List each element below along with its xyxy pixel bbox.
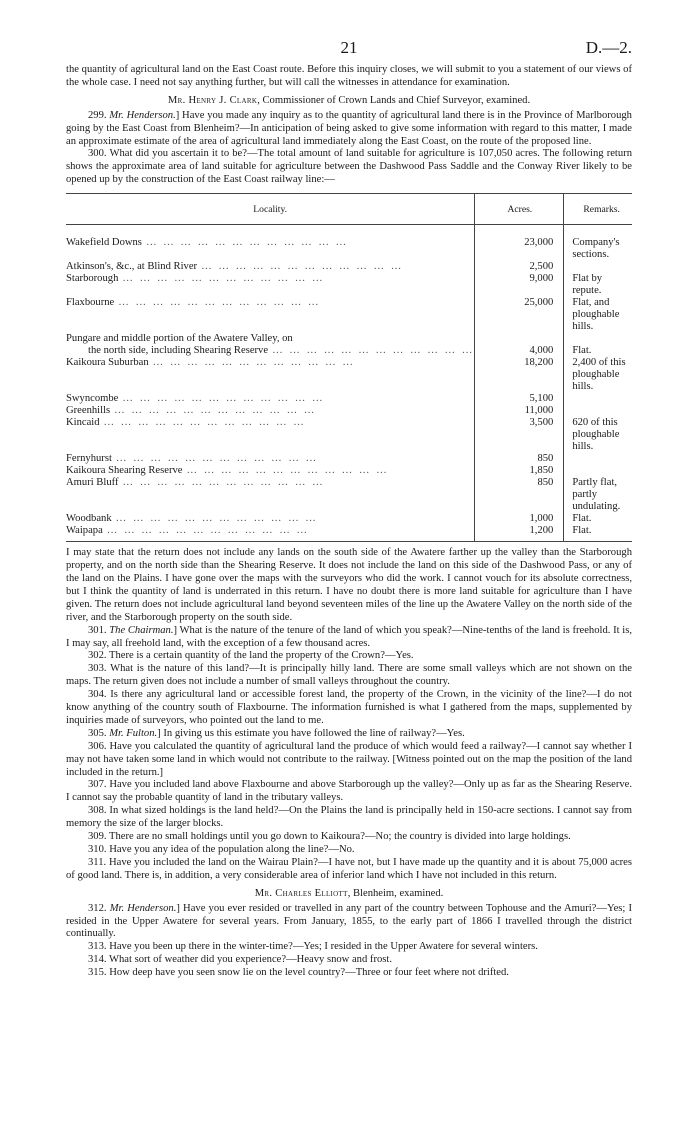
table-row: Atkinson's, &c., at Blind River … … … … … … … … … … … … 2,500 [66, 261, 632, 273]
table-row: Starborough … … … … … … … … … … … … 9,000 Flat by repute. [66, 273, 632, 297]
document-reference: D.—2. [585, 38, 632, 57]
after-table-paragraph: I may state that the return does not include any lands on the south side of the Awatere farther up the valley than the Starborough property, and on the north side than the Shearing Reserve. It does not include the land on this side of the Dashwood Pass, or any of the land on the Plains. I have gone over the maps with the surveyors who did the work. I cannot vouch for its absolute correctness, but I think the quantity of land is underrated in this return. I have no doubt there is more land suitable for agriculture than I have given. The return does not include agricultural land beyond seventeen miles of the line up the Awatere Valley on the north side of the river, and the Starborough property on the south side. [66, 547, 632, 623]
question-311: 311. Have you included the land on the Wairau Plain?—I have not, but I have made up the quantity and it is about 75,000 acres of good land. There is, in addition, a very considerable area of inferior land which I have not included in this return. [66, 856, 632, 881]
table-row: Kaikoura Shearing Reserve … … … … … … … … … … … … 1,850 [66, 465, 632, 477]
page-header [66, 38, 632, 64]
question-text: ] Have you made any inquiry as to the quantity of agricultural land there is in the Province of Marlborough going by the East Coast from Blenheim?—In anticipation of being asked to give some information with regard to this matter, I made an approximate estimate of the area of agricultural land immediately along the East Coast, on the route of the proposed line. [66, 109, 632, 147]
table-row: Greenhills … … … … … … … … … … … … 11,000 [66, 405, 632, 417]
question-305 [66, 728, 632, 741]
table-row: Amuri Bluff … … … … … … … … … … … … 850 Partly flat, partly undulating. [66, 477, 632, 513]
question-306: 306. Have you calculated the quantity of agricultural land the produce of which would feed a railway?—I cannot say whether I may not have taken some land in which would not contribute to the railway. [Witness pointed out on the map the position of the land included in the return.] [66, 740, 632, 778]
question-315: 315. How deep have you seen snow lie on the level country?—Three or four feet where not drifted. [88, 967, 509, 979]
column-header-remarks: Remarks. [564, 194, 632, 225]
question-text: ] Have you ever resided or travelled in any part of the country between Tophouse and the Amuri?—Yes; I resided in the Upper Awatere for several years. From January, 1855, to the early part of 1866 I travelled through the district continually. [66, 902, 632, 940]
question-309: 309. There are no small holdings until you go down to Kaikoura?—No; the country is divided into large holdings. [88, 831, 571, 843]
question-number: 299. [88, 109, 107, 121]
question-text: ] What is the nature of the tenure of the land of which you speak?—Nine-tenths of the land is freehold. It is, I may say, all freehold land, with the exception of a few thousand acres. [66, 624, 632, 649]
intro-paragraph: the quantity of agricultural land on the East Coast route. Before this inquiry closes, we will submit to you a statement of our views of the whole case. I need not say anything further, but will call the witnesses in attendance for examination. [66, 64, 632, 88]
speaker: Mr. Henderson. [109, 109, 176, 121]
page-number: 21 [340, 38, 358, 57]
table-row: Kaikoura Suburban … … … … … … … … … … … … 18,200 2,400 of this ploughable hills. [66, 357, 632, 393]
question-313: 313. Have you been up there in the winter-time?—Yes; I resided in the Upper Awatere for several winters. [88, 941, 538, 953]
question-304: 304. Is there any agricultural land or accessible forest land, the property of the Crown, in the vicinity of the line?—I do not know anything of the country south of Flaxbourne. The information furnished is what I gathered from the maps, supplemented by inquiries made of surveyors, who pointed out the land to me. [66, 689, 632, 726]
agricultural-land-return-table [66, 193, 632, 542]
question-301 [66, 625, 632, 651]
table-row: Swyncombe … … … … … … … … … … … … 5,100 [66, 393, 632, 405]
table-row: Kincaid … … … … … … … … … … … … 3,500 620 of this ploughable hills. [66, 417, 632, 453]
column-header-locality: Locality. [66, 194, 475, 225]
question-307: 307. Have you included land above Flaxbourne and above Starborough up the valley?—Only up as far as the Shearing Reserve. I cannot say the probable quantity of land in the tributary valleys. [66, 779, 632, 804]
speaker: The Chairman. [109, 624, 174, 636]
table-row: Wakefield Downs … … … … … … … … … … … … 23,000 Company's sections. [66, 237, 632, 261]
witness-name: Mr. Charles Elliott [254, 887, 348, 899]
speaker: Mr. Fulton. [109, 727, 158, 739]
witness-name: Mr. Henry J. Clark [167, 94, 258, 106]
question-314: 314. What sort of weather did you experience?—Heavy snow and frost. [88, 954, 392, 966]
witness-heading-clark [66, 95, 632, 108]
witness-heading-elliott [66, 888, 632, 901]
question-302: 302. There is a certain quantity of the land the property of the Crown?—Yes. [88, 650, 414, 662]
speaker: Mr. Henderson. [109, 902, 177, 914]
witness-description: , Blenheim, examined. [347, 887, 444, 899]
witness-description: , Commissioner of Crown Lands and Chief Surveyor, examined. [257, 94, 531, 106]
question-number: 301. [88, 624, 107, 636]
table-row: Waipapa … … … … … … … … … … … … 1,200 Flat. [66, 525, 632, 542]
question-310: 310. Have you any idea of the population along the line?—No. [88, 844, 355, 855]
question-300: 300. What did you ascertain it to be?—The total amount of land suitable for agriculture is 107,050 acres. The following return shows the approximate area of land suitable for agriculture between the Dashwood Pass Saddle and the Conway River likely to be opened up by the construction of the East Coast railway line:— [66, 148, 632, 186]
table-row: the north side, including Shearing Reserve … … … … … … … … … … … … 4,000 Flat. [66, 345, 632, 357]
column-header-acres: Acres. [475, 194, 564, 225]
table-row: Pungare and middle portion of the Awatere Valley, on [66, 333, 632, 345]
question-312 [66, 903, 632, 942]
table-row: Flaxbourne … … … … … … … … … … … … 25,000 Flat, and ploughable hills. [66, 297, 632, 333]
question-number: 312. [88, 902, 107, 914]
table-row: Woodbank … … … … … … … … … … … … 1,000 Flat. [66, 513, 632, 525]
question-number: 305. [88, 727, 107, 739]
question-303: 303. What is the nature of this land?—It is principally hilly land. There are some small valleys which are not shown on the maps. The return given does not include a number of small valleys throughout the country. [66, 663, 632, 688]
document-page [66, 38, 632, 980]
question-text: ] In giving us this estimate you have followed the line of railway?—Yes. [157, 727, 465, 739]
question-299 [66, 110, 632, 149]
table-row: Fernyhurst … … … … … … … … … … … … 850 [66, 453, 632, 465]
question-308: 308. In what sized holdings is the land held?—On the Plains the land is principally held in 150-acre sections. I cannot say from memory the size of the larger blocks. [66, 805, 632, 830]
